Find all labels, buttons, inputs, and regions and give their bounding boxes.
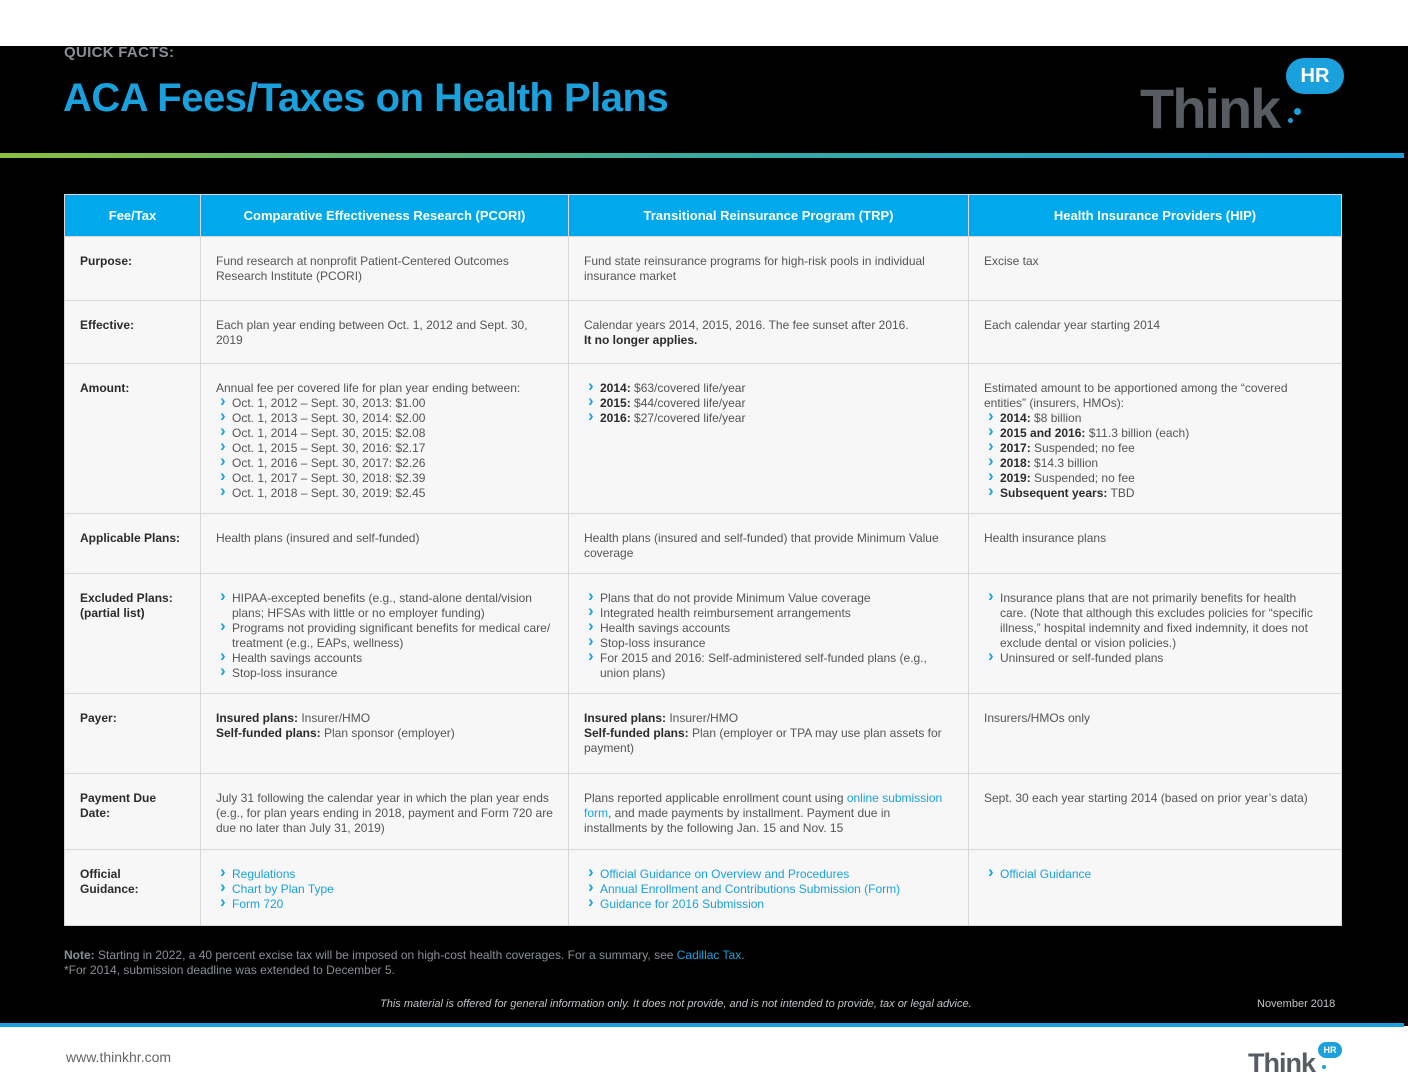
cell-pcori-effective: Each plan year ending between Oct. 1, 2012 and Sept. 30, 2019 xyxy=(201,301,569,364)
list-item: › Stop-loss insurance xyxy=(216,666,553,681)
disclaimer: This material is offered for general information only. It does not provide, and is not intended to provide, tax or legal advice. xyxy=(380,998,972,1010)
list-item xyxy=(984,471,1326,486)
table-header-row xyxy=(65,195,1342,237)
logo-hr-badge: HR xyxy=(1286,58,1344,94)
list-item: › HIPAA-excepted benefits (e.g., stand-alone dental/vision plans; HFSAs with little or no employer funding) xyxy=(216,591,553,621)
list-item: › Oct. 1, 2012 – Sept. 30, 2013: $1.00 xyxy=(216,396,553,411)
cell-trp-effective xyxy=(569,301,969,364)
chart-by-plan-type-link[interactable]: › Chart by Plan Type xyxy=(216,882,553,897)
list-item: › Health savings accounts xyxy=(216,651,553,666)
footer-url[interactable]: www.thinkhr.com xyxy=(66,1049,172,1065)
footer-divider xyxy=(0,1023,1404,1027)
trp-excluded-list xyxy=(584,591,953,681)
column-header-fee-tax: Fee/Tax xyxy=(65,195,201,237)
logo-hr-badge: HR xyxy=(1318,1042,1342,1058)
list-item: › Programs not providing significant benefits for medical care/ treatment (e.g., EAPs, wellness) xyxy=(216,621,553,651)
note-line xyxy=(64,948,745,963)
amount-value: $11.3 billion (each) xyxy=(1085,426,1190,440)
list-item xyxy=(984,426,1326,441)
logo-dot xyxy=(1294,108,1301,115)
online-submission-form-link[interactable]: online submission form xyxy=(584,791,943,820)
cell-trp-amount xyxy=(569,364,969,514)
cell-trp-payer xyxy=(569,694,969,774)
list-item xyxy=(584,381,953,396)
row-label xyxy=(65,850,201,926)
cell-pcori-purpose: Fund research at nonprofit Patient-Centered Outcomes Research Institute (PCORI) xyxy=(201,237,569,301)
amount-value: $63/covered life/year xyxy=(630,381,746,395)
publication-date: November 2018 xyxy=(1257,998,1336,1010)
row-label-line: Excluded Plans: xyxy=(80,591,173,605)
cell-hip-excluded xyxy=(969,574,1342,694)
trp-guidance-links xyxy=(584,867,953,912)
list-item: › For 2015 and 2016: Self-administered self-funded plans (e.g., union plans) xyxy=(584,651,953,681)
amount-year: 2015 and 2016: xyxy=(1000,426,1086,440)
list-item: › Oct. 1, 2013 – Sept. 30, 2014: $2.00 xyxy=(216,411,553,426)
amount-year: 2019: xyxy=(1000,471,1031,485)
cell-hip-guidance xyxy=(969,850,1342,926)
list-item: › Insurance plans that are not primarily benefits for health care. (Note that although this excludes policies for “specific illness,” hospital indemnity and fixed indemnity, it does not exclude dental or vision policies.) xyxy=(984,591,1326,651)
payer-key: Insured plans: xyxy=(216,711,299,725)
notes xyxy=(64,948,745,978)
cell-trp-applicable: Health plans (insured and self-funded) that provide Minimum Value coverage xyxy=(569,514,969,574)
cell-pcori-guidance xyxy=(201,850,569,926)
official-guidance-overview-link[interactable]: › Official Guidance on Overview and Procedures xyxy=(584,867,953,882)
cell-hip-purpose: Excise tax xyxy=(969,237,1342,301)
list-item: › Plans that do not provide Minimum Value coverage xyxy=(584,591,953,606)
list-item: › Uninsured or self-funded plans xyxy=(984,651,1326,666)
amount-value: TBD xyxy=(1107,486,1135,500)
amount-value: $44/covered life/year xyxy=(630,396,746,410)
row-label-line: Payment Due xyxy=(80,791,157,805)
column-header-pcori: Comparative Effectiveness Research (PCORI) xyxy=(201,195,569,237)
cell-trp-excluded xyxy=(569,574,969,694)
hip-amount-intro: Estimated amount to be apportioned among the “covered entities” (insurers, HMOs): xyxy=(984,381,1288,410)
amount-value: $8 billion xyxy=(1030,411,1082,425)
pcori-excluded-list xyxy=(216,591,553,681)
row-label-line: Guidance: xyxy=(80,882,139,896)
list-item: › Health savings accounts xyxy=(584,621,953,636)
list-item xyxy=(984,441,1326,456)
amount-value: Suspended; no fee xyxy=(1030,471,1135,485)
payer-key: Insured plans: xyxy=(584,711,667,725)
row-applicable-plans xyxy=(65,514,1342,574)
amount-year: 2014: xyxy=(600,381,631,395)
payer-key: Self-funded plans: xyxy=(216,726,321,740)
trp-effective-text: Calendar years 2014, 2015, 2016. The fee sunset after 2016. xyxy=(584,318,909,332)
row-amount xyxy=(65,364,1342,514)
cell-hip-due: Sept. 30 each year starting 2014 (based on prior year’s data) xyxy=(969,774,1342,850)
row-label xyxy=(65,774,201,850)
thinkhr-footer-logo xyxy=(1248,1040,1348,1080)
list-item: › Integrated health reimbursement arrangements xyxy=(584,606,953,621)
note-text: Starting in 2022, a 40 percent excise tax will be imposed on high-cost health coverages. For a summary, see xyxy=(94,948,677,962)
amount-year: 2014: xyxy=(1000,411,1031,425)
amount-value: $27/covered life/year xyxy=(630,411,746,425)
cell-hip-payer: Insurers/HMOs only xyxy=(969,694,1342,774)
payer-key: Self-funded plans: xyxy=(584,726,689,740)
row-label: Payer: xyxy=(65,694,201,774)
footnote: *For 2014, submission deadline was extended to December 5. xyxy=(64,963,395,977)
list-item: › Oct. 1, 2014 – Sept. 30, 2015: $2.08 xyxy=(216,426,553,441)
amount-year: 2017: xyxy=(1000,441,1031,455)
row-label: Amount: xyxy=(65,364,201,514)
official-guidance-link[interactable]: › Official Guidance xyxy=(984,867,1326,882)
hip-amount-list xyxy=(984,411,1326,501)
cell-pcori-applicable: Health plans (insured and self-funded) xyxy=(201,514,569,574)
logo-wordmark: Think xyxy=(1140,77,1280,140)
pcori-amount-list xyxy=(216,396,553,501)
cell-hip-applicable: Health insurance plans xyxy=(969,514,1342,574)
cell-trp-purpose: Fund state reinsurance programs for high-risk pools in individual insurance market xyxy=(569,237,969,301)
row-excluded-plans xyxy=(65,574,1342,694)
list-item: › Oct. 1, 2018 – Sept. 30, 2019: $2.45 xyxy=(216,486,553,501)
row-label: Applicable Plans: xyxy=(65,514,201,574)
amount-year: 2015: xyxy=(600,396,631,410)
payer-line xyxy=(584,711,953,726)
header-divider xyxy=(0,153,1404,158)
due-text: Plans reported applicable enrollment count using xyxy=(584,791,847,805)
annual-enrollment-form-link[interactable]: › Annual Enrollment and Contributions Submission (Form) xyxy=(584,882,953,897)
page-title: ACA Fees/Taxes on Health Plans xyxy=(63,76,669,120)
trp-effective-note: It no longer applies. xyxy=(584,333,698,347)
row-label-line: (partial list) xyxy=(80,606,145,620)
cell-trp-due xyxy=(569,774,969,850)
list-item xyxy=(984,411,1326,426)
row-label: Effective: xyxy=(65,301,201,364)
due-text: , and made payments by installment. Payment due in installments by the following Jan. 15 and Nov. 15 xyxy=(584,806,891,835)
cadillac-tax-link[interactable]: Cadillac Tax xyxy=(676,948,742,962)
note-text: . xyxy=(741,948,745,962)
cell-pcori-excluded xyxy=(201,574,569,694)
logo-dot xyxy=(1322,1065,1326,1069)
row-payment-due-date xyxy=(65,774,1342,850)
pcori-guidance-links xyxy=(216,867,553,912)
row-label-line: Official xyxy=(80,867,121,881)
list-item xyxy=(984,456,1326,471)
list-item: › Oct. 1, 2015 – Sept. 30, 2016: $2.17 xyxy=(216,441,553,456)
payer-value: Insurer/HMO xyxy=(666,711,739,725)
row-label xyxy=(65,574,201,694)
logo-wordmark: Think xyxy=(1248,1048,1315,1078)
list-item xyxy=(984,486,1326,501)
row-label-line: Date: xyxy=(80,806,111,820)
regulations-link[interactable]: › Regulations xyxy=(216,867,553,882)
list-item xyxy=(584,411,953,426)
column-header-hip: Health Insurance Providers (HIP) xyxy=(969,195,1342,237)
row-purpose xyxy=(65,237,1342,301)
amount-value: Suspended; no fee xyxy=(1030,441,1135,455)
payer-value: Plan sponsor (employer) xyxy=(320,726,455,740)
amount-year: 2016: xyxy=(600,411,631,425)
cell-hip-amount xyxy=(969,364,1342,514)
hip-guidance-links xyxy=(984,867,1326,882)
payer-value: Insurer/HMO xyxy=(298,711,371,725)
cell-pcori-amount xyxy=(201,364,569,514)
payer-line xyxy=(216,726,553,741)
amount-value: $14.3 billion xyxy=(1030,456,1099,470)
thinkhr-logo xyxy=(1140,56,1350,140)
trp-amount-list xyxy=(584,381,953,426)
list-item: › Stop-loss insurance xyxy=(584,636,953,651)
cell-hip-effective: Each calendar year starting 2014 xyxy=(969,301,1342,364)
payer-line xyxy=(584,726,953,756)
logo-dot xyxy=(1288,118,1293,123)
row-official-guidance xyxy=(65,850,1342,926)
fees-table xyxy=(64,194,1342,926)
column-header-trp: Transitional Reinsurance Program (TRP) xyxy=(569,195,969,237)
top-margin xyxy=(0,0,1408,46)
row-effective xyxy=(65,301,1342,364)
list-item: › Oct. 1, 2016 – Sept. 30, 2017: $2.26 xyxy=(216,456,553,471)
form-720-link[interactable]: › Form 720 xyxy=(216,897,553,912)
row-label: Purpose: xyxy=(65,237,201,301)
payer-value: Plan (employer or TPA may use plan assets for payment) xyxy=(584,726,942,755)
list-item xyxy=(584,396,953,411)
pcori-amount-intro: Annual fee per covered life for plan year ending between: xyxy=(216,381,521,395)
cell-pcori-payer xyxy=(201,694,569,774)
row-payer xyxy=(65,694,1342,774)
list-item: › Oct. 1, 2017 – Sept. 30, 2018: $2.39 xyxy=(216,471,553,486)
payer-line xyxy=(216,711,553,726)
guidance-2016-submission-link[interactable]: › Guidance for 2016 Submission xyxy=(584,897,953,912)
amount-year: Subsequent years: xyxy=(1000,486,1108,500)
amount-year: 2018: xyxy=(1000,456,1031,470)
kicker-label: QUICK FACTS: xyxy=(64,44,175,61)
hip-excluded-list xyxy=(984,591,1326,666)
cell-pcori-due: July 31 following the calendar year in which the plan year ends (e.g., for plan years ending in 2018, payment and Form 720 are due no later than July 31, 2019) xyxy=(201,774,569,850)
cell-trp-guidance xyxy=(569,850,969,926)
note-label: Note: xyxy=(64,948,95,962)
